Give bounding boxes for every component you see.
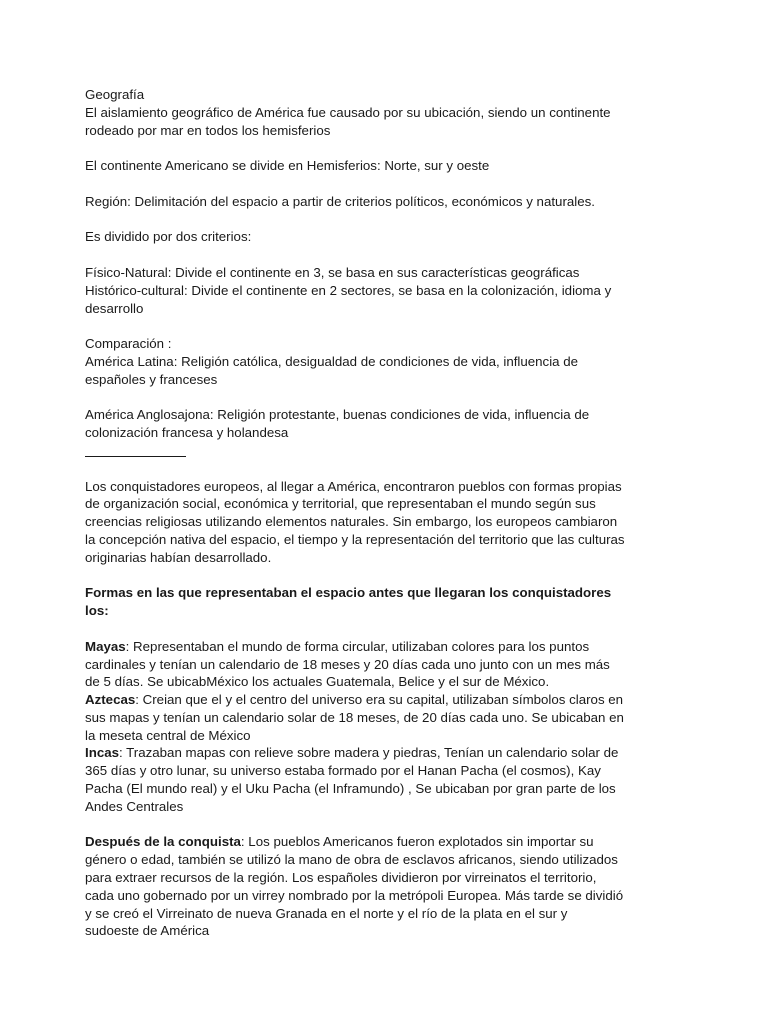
comparison-heading: Comparación : bbox=[85, 336, 172, 352]
aztecas-paragraph bbox=[85, 691, 625, 744]
forms-heading bbox=[85, 584, 625, 620]
hemispheres-paragraph: El continente Americano se divide en Hemisferios: Norte, sur y oeste bbox=[85, 158, 490, 174]
criteria-historical: Histórico-cultural: Divide el continente en 2 sectores, se basa en la colonización, idioma y desarrollo bbox=[85, 282, 612, 316]
criteria-physical: Físico-Natural: Divide el continente en 3, se basa en sus características geográficas bbox=[85, 264, 580, 280]
aztecas-label: Aztecas bbox=[85, 692, 136, 708]
spacer bbox=[85, 246, 625, 264]
incas-paragraph bbox=[85, 744, 625, 815]
horizontal-divider bbox=[85, 442, 186, 460]
spacer bbox=[85, 211, 625, 229]
spacer bbox=[85, 567, 625, 585]
region-paragraph: Región: Delimitación del espacio a partir de criterios políticos, económicos y naturales. bbox=[85, 193, 595, 209]
spacer bbox=[85, 175, 625, 193]
after-conquest-text: : Los pueblos Americanos fueron explotados sin importar su género o edad, también se utilizó la mano de obra de esclavos africanos, siendo utilizados para extraer recursos de la región. Los españoles dividieron por virreinatos el territorio, cada uno gobernado por un virrey nombrado por la metrópoli Europea. Más tarde se dividió y se creó el Virreinato de nueva Granada en el norte y el río de la plata en el sur y sudoeste de América bbox=[85, 834, 624, 939]
spacer bbox=[85, 139, 625, 157]
incas-label: Incas bbox=[85, 745, 120, 761]
mayas-label: Mayas bbox=[85, 638, 126, 654]
aztecas-text: : Creian que el y el centro del universo era su capital, utilizaban símbolos claros en sus mapas y tenían un calendario solar de 18 meses, de 20 días cada uno. Se ubicaban en la meseta central de México bbox=[85, 692, 624, 743]
incas-text: : Trazaban mapas con relieve sobre madera y piedras, Tenían un calendario solar de 365 días y otro lunar, su universo estaba formado por el Hanan Pacha (el cosmos), Kay Pacha (El mundo real) y el Uku Pacha (el Inframundo) , Se ubicaban por gran parte de los Andes Centrales bbox=[85, 745, 619, 814]
spacer bbox=[85, 620, 625, 638]
after-conquest-paragraph bbox=[85, 833, 625, 940]
document-title: Geografía bbox=[85, 87, 145, 102]
spacer bbox=[85, 317, 625, 335]
anglo-america-paragraph: América Anglosajona: Religión protestante, buenas condiciones de vida, influencia de colonización francesa y holandesa bbox=[85, 407, 590, 441]
after-conquest-label: Después de la conquista bbox=[85, 834, 241, 850]
forms-heading-text: Formas en las que representaban el espacio antes que llegaran los conquistadores los: bbox=[85, 585, 612, 619]
mayas-paragraph bbox=[85, 638, 625, 691]
spacer bbox=[85, 389, 625, 407]
latin-america-paragraph: América Latina: Religión católica, desigualdad de condiciones de vida, influencia de españoles y franceses bbox=[85, 353, 579, 387]
spacer bbox=[85, 460, 625, 478]
intro-paragraph: El aislamiento geográfico de América fue causado por su ubicación, siendo un continente rodeado por mar en todos los hemisferios bbox=[85, 104, 611, 138]
conquistadores-paragraph: Los conquistadores europeos, al llegar a América, encontraron pueblos con formas propias de organización social, económica y territorial, que representaban el mundo según sus creencias religiosas utilizando elementos naturales. Sin embargo, los europeos cambiaron la concepción nativa del espacio, el tiempo y la representación del territorio que las culturas originarias habían desarrollado. bbox=[85, 478, 625, 565]
document-body bbox=[85, 86, 625, 940]
criteria-intro: Es dividido por dos criterios: bbox=[85, 229, 252, 245]
mayas-text: : Representaban el mundo de forma circular, utilizaban colores para los puntos cardinales y tenían un calendario de 18 meses y 20 días cada uno junto con un mes más de 5 días. Se ubicabMéxico los actuales Guatemala, Belice y el sur de México. bbox=[85, 638, 610, 690]
spacer bbox=[85, 816, 625, 834]
